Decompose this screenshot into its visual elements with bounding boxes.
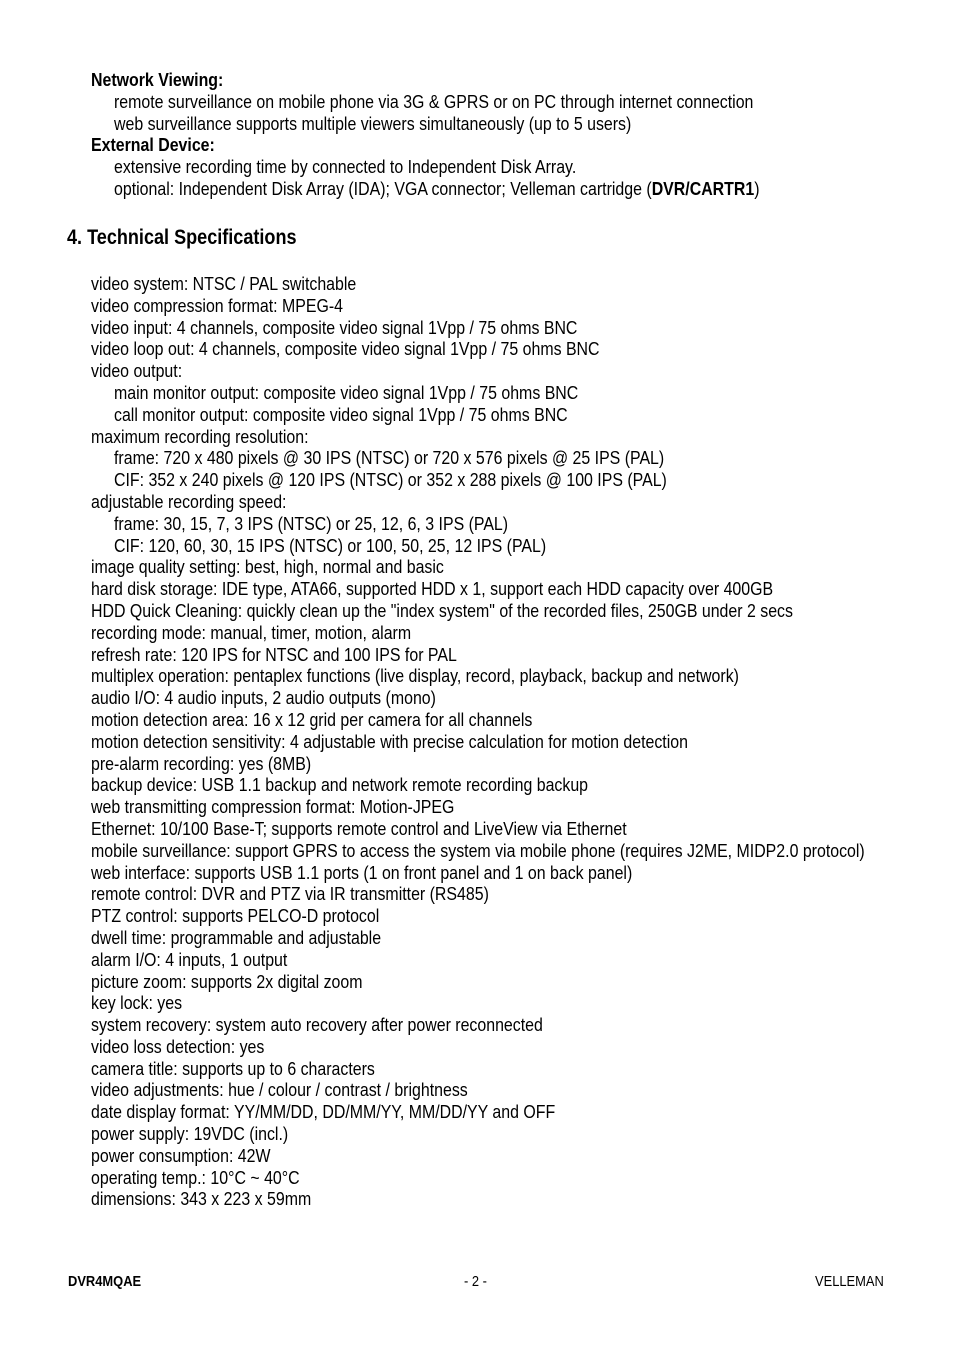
spec-line [91,317,954,339]
spec-line [91,796,954,818]
spec-line [91,992,954,1014]
spec-line [114,447,954,469]
spec-line [91,774,954,796]
spec-line-text: HDD Quick Cleaning: quickly clean up the "index system" of the recorded files, 250GB under 2 secs [91,599,793,621]
section-number: 4. [67,226,83,249]
spec-line-text: power supply: 19VDC (incl.) [91,1123,289,1145]
spec-line [91,709,954,731]
spec-line [91,1079,954,1101]
spec-line [114,382,954,404]
spec-line-text: main monitor output: composite video signal 1Vpp / 75 ohms BNC [114,381,579,403]
spec-line [91,491,954,513]
section-title: Technical Specifications [87,226,297,249]
spec-line [91,949,954,971]
network-viewing-heading: Network Viewing: [91,69,224,90]
spec-line-text: web interface: supports USB 1.1 ports (1 on front panel and 1 on back panel) [91,861,633,883]
spec-line-text: dwell time: programmable and adjustable [91,926,382,948]
spec-line-text: video compression format: MPEG-4 [91,294,344,316]
external-device-item [114,178,954,200]
cartridge-code: DVR/CARTR1 [651,177,755,199]
spec-line-text: motion detection sensitivity: 4 adjustable with precise calculation for motion detection [91,730,688,752]
spec-line-text: key lock: yes [91,992,183,1014]
spec-line-text: video loss detection: yes [91,1035,265,1057]
spec-line-text: frame: 720 x 480 pixels @ 30 IPS (NTSC) or 720 x 576 pixels @ 25 IPS (PAL) [114,447,665,469]
spec-line [91,622,954,644]
spec-line-text: power consumption: 42W [91,1144,271,1166]
spec-line-text: image quality setting: best, high, normal and basic [91,556,444,578]
spec-line-text: pre-alarm recording: yes (8MB) [91,752,312,774]
spec-line-text: video system: NTSC / PAL switchable [91,273,357,294]
spec-line-text: mobile surveillance: support GPRS to access the system via mobile phone (requires J2ME, MIDP2.0 protocol) [91,839,865,861]
spec-line-text: video adjustments: hue / colour / contrast / brightness [91,1079,468,1101]
spec-line [91,1167,954,1189]
spec-line-text: refresh rate: 120 IPS for NTSC and 100 IPS for PAL [91,643,457,665]
spec-line-text: video input: 4 channels, composite video signal 1Vpp / 75 ohms BNC [91,316,578,338]
features-continuation [0,69,954,200]
spec-line [91,862,954,884]
spec-line-text: CIF: 120, 60, 30, 15 IPS (NTSC) or 100, 50, 25, 12 IPS (PAL) [114,534,547,556]
specifications-list [0,273,954,1210]
spec-line-text: camera title: supports up to 6 characters [91,1057,375,1079]
spec-line-text: PTZ control: supports PELCO-D protocol [91,905,380,927]
spec-line [114,469,954,491]
external-device-heading: External Device: [91,134,215,156]
spec-line-text: video output: [91,360,183,382]
external-device-item: extensive recording time by connected to Independent Disk Array. [114,156,577,178]
spec-line-text: maximum recording resolution: [91,425,309,447]
spec-line-text: remote control: DVR and PTZ via IR transmitter (RS485) [91,883,489,905]
spec-line-text: multiplex operation: pentaplex functions (live display, record, playback, backup and network) [91,665,739,687]
spec-line [114,404,954,426]
spec-line [91,818,954,840]
spec-line [91,360,954,382]
spec-line [91,1145,954,1167]
spec-line [91,1101,954,1123]
spec-line-text: frame: 30, 15, 7, 3 IPS (NTSC) or 25, 12, 6, 3 IPS (PAL) [114,512,509,534]
page-footer: DVR4MQAE - 2 - VELLEMAN [68,1273,884,1290]
network-viewing-item: web surveillance supports multiple viewers simultaneously (up to 5 users) [114,112,632,134]
spec-line [91,687,954,709]
external-device-item-text: optional: Independent Disk Array (IDA); VGA connector; Velleman cartridge ( [114,177,652,199]
spec-line-text: operating temp.: 10°C ~ 40°C [91,1166,300,1188]
spec-line-text: date display format: YY/MM/DD, DD/MM/YY, MM/DD/YY and OFF [91,1101,556,1123]
spec-line-text: hard disk storage: IDE type, ATA66, supported HDD x 1, support each HDD capacity over 400GB [91,578,774,600]
spec-line [91,731,954,753]
spec-line [91,426,954,448]
spec-line [91,644,954,666]
external-device-item-close: ) [754,177,760,199]
spec-line-text: web transmitting compression format: Motion-JPEG [91,796,455,818]
spec-line [91,927,954,949]
spec-line [91,753,954,775]
spec-line-text: audio I/O: 4 audio inputs, 2 audio outputs (mono) [91,687,436,709]
spec-line-text: Ethernet: 10/100 Base-T; supports remote control and LiveView via Ethernet [91,817,627,839]
spec-line [114,513,954,535]
spec-line-text: video loop out: 4 channels, composite video signal 1Vpp / 75 ohms BNC [91,338,600,360]
spec-line [91,665,954,687]
spec-line [91,600,954,622]
spec-line [91,273,954,295]
spec-line [91,295,954,317]
spec-line-text: motion detection area: 16 x 12 grid per camera for all channels [91,708,533,730]
spec-line [91,1123,954,1145]
spec-line [91,971,954,993]
spec-line [91,1036,954,1058]
spec-line-text: recording mode: manual, timer, motion, alarm [91,621,412,643]
spec-line-text: backup device: USB 1.1 backup and network remote recording backup [91,774,589,796]
spec-line [114,535,954,557]
spec-line [91,578,954,600]
spec-line-text: picture zoom: supports 2x digital zoom [91,970,363,992]
spec-line [91,1188,954,1210]
spec-line [91,840,954,862]
spec-line [91,905,954,927]
spec-line-text: dimensions: 343 x 223 x 59mm [91,1188,312,1210]
spec-line-text: adjustable recording speed: [91,490,287,512]
spec-line [91,883,954,905]
spec-line [91,556,954,578]
spec-line-text: call monitor output: composite video signal 1Vpp / 75 ohms BNC [114,403,568,425]
spec-line-text: CIF: 352 x 240 pixels @ 120 IPS (NTSC) or 352 x 288 pixels @ 100 IPS (PAL) [114,469,667,491]
spec-line [91,1058,954,1080]
spec-line-text: alarm I/O: 4 inputs, 1 output [91,948,288,970]
spec-line [91,338,954,360]
section-heading [67,226,334,250]
spec-line [91,1014,954,1036]
network-viewing-item: remote surveillance on mobile phone via 3G & GPRS or on PC through internet connection [114,90,754,112]
spec-line-text: system recovery: system auto recovery after power reconnected [91,1014,543,1036]
